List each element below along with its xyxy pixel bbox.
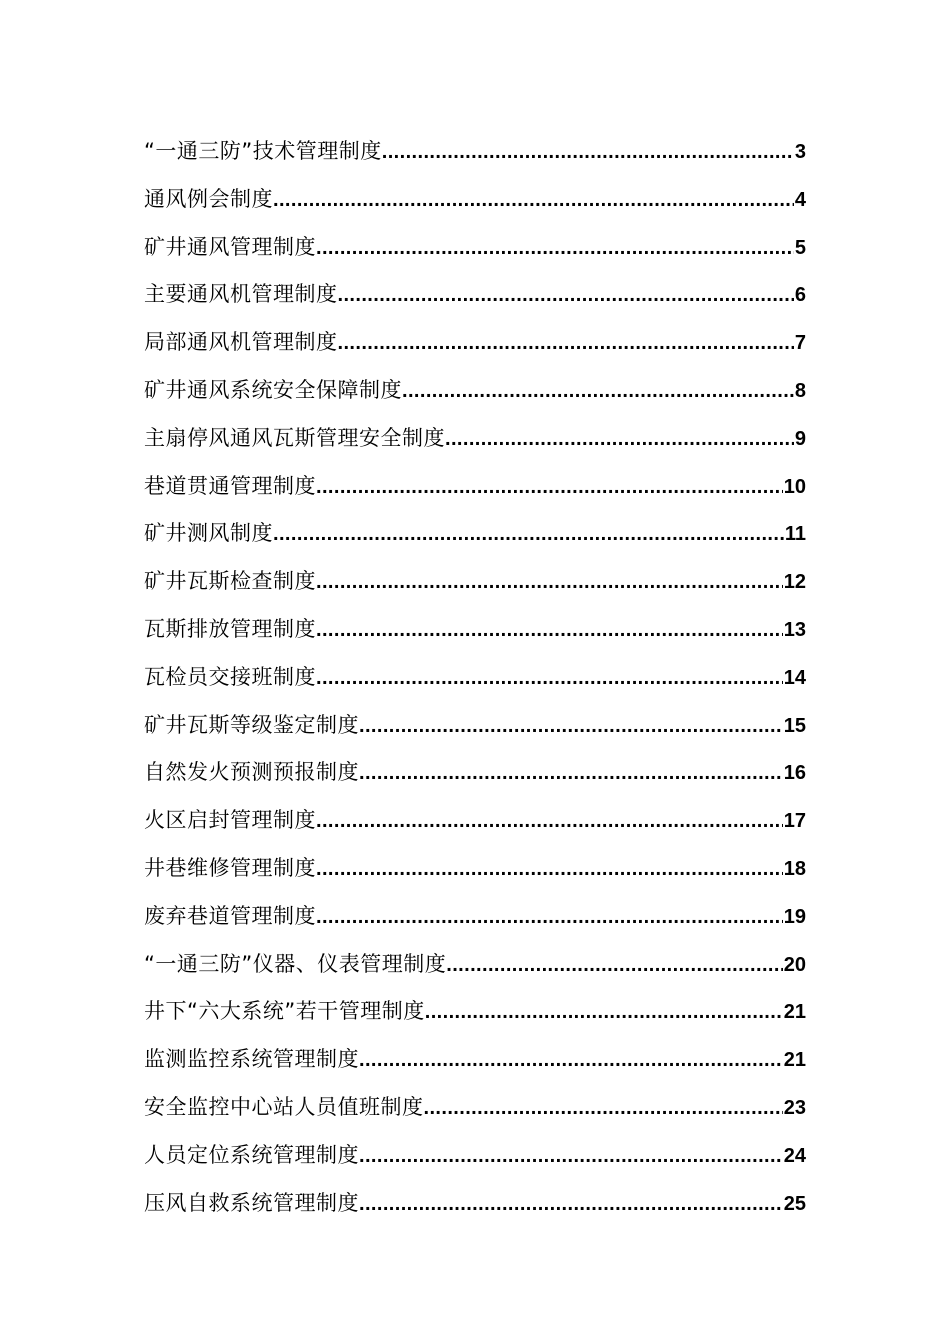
toc-dot-leader [382, 129, 794, 177]
toc-entry-title: “一通三防”仪器、仪表管理制度 [144, 951, 447, 976]
toc-entry-title: 安全监控中心站人员值班制度 [144, 1094, 424, 1119]
toc-entry[interactable] [144, 893, 806, 941]
toc-page-number: 13 [783, 618, 806, 641]
toc-entry[interactable] [144, 271, 806, 319]
toc-page-number: 20 [783, 953, 806, 976]
toc-dot-leader [316, 798, 783, 846]
toc-entry[interactable] [144, 702, 806, 750]
toc-page-number: 10 [783, 475, 806, 498]
toc-entry[interactable] [144, 224, 806, 272]
toc-page-number: 8 [794, 379, 806, 402]
toc-entry-title: 主扇停风通风瓦斯管理安全制度 [144, 425, 445, 450]
toc-entry-title: 主要通风机管理制度 [144, 282, 338, 307]
toc-entry[interactable] [144, 415, 806, 463]
toc-dot-leader [402, 368, 794, 416]
toc-page-number: 7 [794, 332, 806, 355]
toc-entry[interactable] [144, 845, 806, 893]
toc-page-number: 19 [783, 905, 806, 928]
toc-entry-title: “一通三防”技术管理制度 [144, 139, 382, 163]
toc-entry[interactable] [144, 463, 806, 511]
toc-page-number: 14 [783, 666, 806, 689]
toc-page-number: 18 [783, 857, 806, 880]
toc-entry-title: 矿井瓦斯检查制度 [144, 569, 316, 594]
toc-page-number: 21 [783, 1001, 806, 1024]
toc-dot-leader [359, 1133, 783, 1181]
toc-dot-leader [425, 989, 783, 1037]
toc-entry-title: 火区启封管理制度 [144, 808, 316, 833]
toc-entry-title: 井巷维修管理制度 [144, 855, 316, 880]
toc-dot-leader [316, 559, 783, 607]
toc-entry-title: 瓦检员交接班制度 [144, 664, 316, 689]
toc-entry-title: 局部通风机管理制度 [144, 330, 338, 355]
toc-dot-leader [359, 750, 783, 798]
toc-page-number: 11 [784, 523, 806, 546]
toc-entry-title: 矿井通风管理制度 [144, 234, 316, 259]
toc-page-number: 12 [783, 571, 806, 594]
toc-dot-leader [359, 703, 783, 751]
toc-page-number: 4 [794, 188, 806, 211]
toc-entry-title: 矿井通风系统安全保障制度 [144, 377, 402, 402]
toc-entry[interactable] [144, 606, 806, 654]
toc-entry-title: 巷道贯通管理制度 [144, 473, 316, 498]
toc-entry-title: 监测监控系统管理制度 [144, 1047, 359, 1072]
toc-dot-leader [273, 511, 784, 559]
toc-page-number: 21 [783, 1049, 806, 1072]
toc-entry-title: 废弃巷道管理制度 [144, 903, 316, 928]
toc-page-number: 24 [783, 1144, 806, 1167]
toc-page-number: 17 [783, 810, 806, 833]
toc-entry[interactable] [144, 941, 806, 989]
toc-dot-leader [316, 894, 783, 942]
toc-dot-leader [445, 416, 794, 464]
toc-entry[interactable] [144, 176, 806, 224]
toc-entry[interactable] [144, 510, 806, 558]
toc-dot-leader [446, 942, 782, 990]
toc-entry-title: 井下“六大系统”若干管理制度 [144, 999, 425, 1024]
toc-dot-leader [316, 655, 783, 703]
toc-entry-title: 自然发火预测预报制度 [144, 760, 359, 785]
toc-dot-leader [316, 464, 783, 512]
toc-page-number: 5 [794, 236, 806, 259]
toc-dot-leader [359, 1037, 783, 1085]
toc-entry[interactable] [144, 1132, 806, 1180]
toc-entry-title: 矿井瓦斯等级鉴定制度 [144, 712, 359, 737]
toc-entry-title: 通风例会制度 [144, 186, 273, 211]
toc-page-number: 6 [794, 284, 806, 307]
toc-dot-leader [338, 320, 794, 368]
toc-entry-title: 矿井测风制度 [144, 521, 273, 546]
toc-entry-title: 人员定位系统管理制度 [144, 1142, 359, 1167]
toc-dot-leader [359, 1181, 783, 1229]
toc-page-number: 9 [794, 427, 806, 450]
toc-entry-title: 瓦斯排放管理制度 [144, 616, 316, 641]
toc-dot-leader [424, 1085, 783, 1133]
toc-entry-title: 压风自救系统管理制度 [144, 1190, 359, 1215]
toc-dot-leader [273, 177, 794, 225]
toc-entry[interactable] [144, 988, 806, 1036]
toc-page-number: 25 [783, 1192, 806, 1215]
toc-entry[interactable] [144, 319, 806, 367]
toc-dot-leader [316, 225, 794, 273]
toc-page-number: 23 [783, 1096, 806, 1119]
toc-entry[interactable] [144, 1084, 806, 1132]
toc-dot-leader [316, 846, 783, 894]
toc-entry[interactable] [144, 128, 806, 176]
toc-entry[interactable] [144, 749, 806, 797]
toc-entry[interactable] [144, 1036, 806, 1084]
toc-dot-leader [316, 607, 783, 655]
toc-entry[interactable] [144, 367, 806, 415]
toc-entry[interactable] [144, 1180, 806, 1228]
toc-entry[interactable] [144, 654, 806, 702]
table-of-contents [144, 128, 806, 1227]
toc-page-number: 16 [783, 762, 806, 785]
toc-entry[interactable] [144, 558, 806, 606]
toc-page-number: 3 [794, 141, 806, 163]
toc-entry[interactable] [144, 797, 806, 845]
toc-dot-leader [338, 272, 794, 320]
toc-page-number: 15 [783, 714, 806, 737]
